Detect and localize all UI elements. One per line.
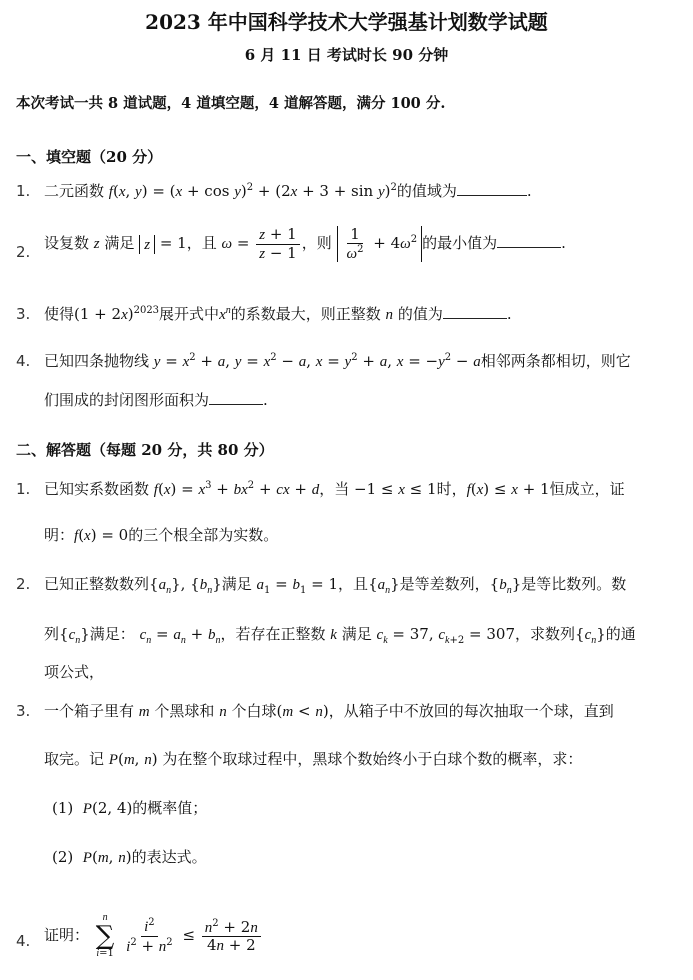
exam-intro: 本次考试一共 8 道试题，4 道填空题，4 道解答题，满分 100 分.: [16, 95, 446, 112]
exam-subtitle: 6 月 11 日 考试时长 90 分钟: [244, 46, 449, 64]
question-number: 2.: [16, 575, 31, 593]
answer-blank: [497, 233, 561, 248]
solution-problem-1: 已知实系数函数 $f(x) = x^3 + bx^2$ + cx + d，当 −1 ≤ x ≤ 1时，f(x) ≤ x + 1恒成立，证: [44, 480, 625, 498]
solution-problem-2-line2: 列$\{c_n\}$满足： $c_n = a_n + b_n$，若存在正整数 k 满足 $c_k = 37$, $c_{k+2} = 307$，求数列$\{c_n\}$的通: [44, 625, 636, 646]
question-number: 1.: [16, 182, 31, 200]
question-number: 4.: [16, 352, 31, 370]
answer-blank: [457, 181, 527, 196]
question-number: 2.: [16, 243, 31, 261]
solution-problem-3-line2: 取完。记 P(m, n) 为在整个取球过程中，黑球个数始终小于白球个数的概率，求：: [44, 750, 583, 768]
solution-problem-3-sub1: (1) P(2, 4)的概率值；: [52, 799, 208, 817]
question-number: 3.: [16, 702, 31, 720]
section-fill-in-heading: 一、填空题（20 分）: [16, 148, 163, 166]
fill-question-4: 已知四条抛物线 $y = x^2 + a$, $y = x^2 - a$, $x = y^2 + a$, $x = -y^2 - a$相邻两条都相切，则它: [44, 352, 631, 370]
solution-problem-1-line2: 明：f(x) = 0的三个根全部为实数。: [44, 526, 279, 544]
answer-blank: [443, 304, 507, 319]
question-number: 4.: [16, 932, 31, 950]
fill-question-4-line2: 们围成的封闭图形面积为 .: [44, 391, 268, 409]
solution-problem-2: 已知正整数数列$\{a_n\}$, $\{b_n\}$满足 $a_1 = b_1 = 1$，且$\{a_n\}$是等差数列，$\{b_n\}$是等比数列。数: [44, 575, 627, 596]
answer-blank: [209, 390, 263, 405]
solution-problem-4: 证明： n ∑ i=1 $\frac{i^2}{i^2 + n^2}$ ≤ $\frac{n^2 + 2n}{4n + 2}$: [44, 913, 263, 959]
question-number: 3.: [16, 305, 31, 323]
section-solution-heading: 二、解答题（每题 20 分，共 80 分）: [16, 441, 274, 459]
solution-problem-3: 一个箱子里有 m 个黑球和 n 个白球(m < n)，从箱子中不放回的每次抽取一个球，直到: [44, 702, 614, 720]
solution-problem-3-sub2: (2) P(m, n)的表达式。: [52, 848, 207, 866]
solution-problem-2-line3: 项公式，: [44, 663, 105, 681]
fill-question-3: 使得$(1 + 2x)^{2023}$展开式中$x^n$的系数最大，则正整数 n 的值为 .: [44, 305, 512, 323]
question-number: 1.: [16, 480, 31, 498]
fill-question-2: 设复数 z 满足 z = 1，且 ω = $\frac{z + 1}{z - 1}$ ，则 $\frac{1}{\omega^2}$ + $4\omega^2$ 的最小值为 .: [44, 225, 566, 262]
page-title: 2023 年中国科学技术大学强基计划数学试题: [145, 10, 548, 34]
fill-question-1: 二元函数 f(x, $y) = (x + \cos y)^2 + (2x + 3 + \sin y)^2$的值域为 .: [44, 182, 532, 200]
